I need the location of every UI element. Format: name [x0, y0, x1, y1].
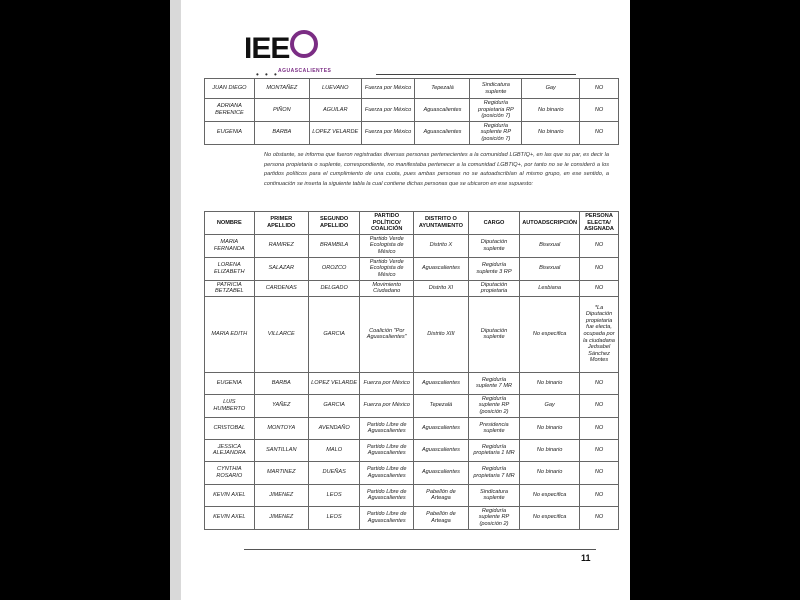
table-cell: Fuerza por México — [361, 121, 415, 144]
table-cell: Tepezalá — [415, 79, 470, 99]
table-cell: Fuerza por México — [361, 79, 415, 99]
table-cell: Sindicatura suplente — [468, 484, 519, 506]
table-cell: YAÑEZ — [254, 394, 308, 417]
table-cell: Partido Libre de Aguascalientes — [360, 461, 414, 484]
table-cell: KEVIN AXEL — [205, 484, 255, 506]
table-cell: No binario — [520, 439, 580, 461]
table-cell: NO — [580, 484, 619, 506]
table-cell: Distrito XI — [414, 280, 469, 296]
table-cell: Regiduría suplente RP (posición 2) — [468, 506, 519, 529]
table-cell: NO — [580, 461, 619, 484]
table-cell: Bisexual — [520, 234, 580, 257]
table-cell: Partido Libre de Aguascalientes — [360, 506, 414, 529]
table-cell: LEOS — [308, 506, 359, 529]
table-cell: Lesbiana — [520, 280, 580, 296]
table-cell: LUIS HUMBERTO — [205, 394, 255, 417]
table-cell: Regiduría suplente RP (posición 2) — [468, 394, 519, 417]
table-cell: EUGENIA — [205, 372, 255, 394]
table-row — [205, 257, 619, 280]
table-row — [205, 417, 619, 439]
table-cell: LUEVANO — [309, 79, 361, 99]
table-cell: NO — [580, 417, 619, 439]
table-cell: DELGADO — [308, 280, 359, 296]
table-cell: No binario — [520, 461, 580, 484]
table-cell: Presidencia suplente — [468, 417, 519, 439]
table-row — [205, 461, 619, 484]
table-cell: MARIA EDITH — [205, 296, 255, 372]
table-cell: Aguascalientes — [414, 257, 469, 280]
table-row — [205, 296, 619, 372]
table-cell: MARTINEZ — [254, 461, 308, 484]
table-cell: Fuerza por México — [361, 99, 415, 122]
viewer-background-right — [630, 0, 800, 600]
table-cell: NO — [580, 372, 619, 394]
table-cell: No binario — [522, 121, 580, 144]
table-cell: AVENDAÑO — [308, 417, 359, 439]
table-cell: JUAN DIEGO — [205, 79, 255, 99]
column-header: DISTRITO O AYUNTAMIENTO — [414, 212, 469, 235]
table-cell: Fuerza por México — [360, 394, 414, 417]
table-cell: LEOS — [308, 484, 359, 506]
table-cell: Gay — [522, 79, 580, 99]
table-cell: SANTILLAN — [254, 439, 308, 461]
table-cell: NO — [580, 506, 619, 529]
table-cell: JESSICA ALEJANDRA — [205, 439, 255, 461]
table-cell: NO — [580, 121, 619, 144]
table-cell: BRAMBILA — [308, 234, 359, 257]
lgbtiq-candidates-table — [204, 211, 619, 530]
table-row — [205, 79, 619, 99]
table-cell: ADRIANA BERENICE — [205, 99, 255, 122]
table-cell: RAMIREZ — [254, 234, 308, 257]
table-row — [205, 439, 619, 461]
table-cell: No especifica — [520, 506, 580, 529]
table-cell: NO — [580, 439, 619, 461]
table-cell: Gay — [520, 394, 580, 417]
table-row — [205, 372, 619, 394]
page-number: 11 — [581, 553, 591, 563]
table-cell: DUEÑAS — [308, 461, 359, 484]
table-cell: LOPEZ VELARDE — [308, 372, 359, 394]
table-cell: No binario — [520, 372, 580, 394]
logo-circle-icon — [290, 30, 318, 58]
table-cell: Distrito XIII — [414, 296, 469, 372]
table-cell: MALO — [308, 439, 359, 461]
table-cell: Regiduría suplente 3 RP — [468, 257, 519, 280]
table-cell: MARIA FERNANDA — [205, 234, 255, 257]
table-cell: No especifica — [520, 484, 580, 506]
column-header: SEGUNDO APELLIDO — [308, 212, 359, 235]
table-cell: VILLARCE — [254, 296, 308, 372]
logo-dots-icon: • • • — [256, 70, 279, 79]
table-cell: Fuerza por México — [360, 372, 414, 394]
table-cell: Diputación suplente — [468, 296, 519, 372]
column-header: PARTIDO POLÍTICO/ COALICIÓN — [360, 212, 414, 235]
header-divider — [376, 74, 576, 75]
table-cell: PATRICIA BETZABEL — [205, 280, 255, 296]
table-header-row — [205, 212, 619, 235]
table-cell: KEVIN AXEL — [205, 506, 255, 529]
column-header: PERSONA ELECTA/ ASIGNADA — [580, 212, 619, 235]
table-cell: Aguascalientes — [414, 417, 469, 439]
table-cell: Partido Libre de Aguascalientes — [360, 484, 414, 506]
table-row — [205, 506, 619, 529]
explanatory-paragraph: No obstante, se informa que fueron registradas diversas personas pertenecientes a la comunidad LGBTIQ+, en las que su par, es decir la persona propietaria o suplente, correspondiente, no manifestaba pertenecer a la comunidad LGBTIQ+, por tanto no se le consideró a los partidos políticos para el cumplimiento de una cuota, pues ambas personas no se autoadscribían al mismo grupo, en ese sentido, a continuación se inserta la siguiente tabla la cual contiene dichas personas que se ubicaron en ese supuesto: — [264, 152, 609, 187]
table-cell: Partido Verde Ecologista de México — [360, 257, 414, 280]
table-row — [205, 234, 619, 257]
table-cell: LORENA ELIZABETH — [205, 257, 255, 280]
table-cell: Aguascalientes — [415, 99, 470, 122]
table-cell: NO — [580, 79, 619, 99]
table-cell: EUGENIA — [205, 121, 255, 144]
table-cell: Aguascalientes — [415, 121, 470, 144]
table-cell: CYNTHIA ROSARIO — [205, 461, 255, 484]
table-cell: AGUILAR — [309, 99, 361, 122]
column-header: PRIMER APELLIDO — [254, 212, 308, 235]
table-cell: Distrito X — [414, 234, 469, 257]
logo-wordmark: IEE — [244, 32, 290, 65]
table-cell: Partido Verde Ecologista de México — [360, 234, 414, 257]
table-cell: GARCIA — [308, 394, 359, 417]
table-cell: CRISTOBAL — [205, 417, 255, 439]
table-row — [205, 394, 619, 417]
table-cell: NO — [580, 99, 619, 122]
table-cell: Regiduría suplente RP (posición 7) — [470, 121, 522, 144]
table-cell: SALAZAR — [254, 257, 308, 280]
column-header: CARGO — [468, 212, 519, 235]
column-header: NOMBRE — [205, 212, 255, 235]
page-shadow — [170, 0, 181, 600]
table-cell: BARBA — [254, 121, 309, 144]
table-cell: Sindicatura suplente — [470, 79, 522, 99]
table-cell: JIMENEZ — [254, 484, 308, 506]
table-cell: Regiduría propietaria 1 MR — [468, 439, 519, 461]
table-cell: Diputación suplente — [468, 234, 519, 257]
table-cell: JIMENEZ — [254, 506, 308, 529]
iee-logo — [244, 28, 374, 78]
table-cell: MONTAÑEZ — [254, 79, 309, 99]
table-cell: Aguascalientes — [414, 439, 469, 461]
table-cell: Partido Libre de Aguascalientes — [360, 439, 414, 461]
table-cell: LOPEZ VELARDE — [309, 121, 361, 144]
table-cell: Movimiento Ciudadano — [360, 280, 414, 296]
candidates-table-continued — [204, 78, 619, 145]
table-cell: Bisexual — [520, 257, 580, 280]
table-cell: CARDENAS — [254, 280, 308, 296]
table-cell: Coalición "Por Aguascalientes" — [360, 296, 414, 372]
table-cell: *La Diputación propietaria fue electa, ocupada por la ciudadana Jedsabel Sánchez Montes — [580, 296, 619, 372]
table-cell: BARBA — [254, 372, 308, 394]
table-row — [205, 121, 619, 144]
table-cell: NO — [580, 257, 619, 280]
table-cell: Pabellón de Arteaga — [414, 506, 469, 529]
table-cell: No especifica — [520, 296, 580, 372]
table-cell: No binario — [520, 417, 580, 439]
table-cell: Pabellón de Arteaga — [414, 484, 469, 506]
table-cell: MONTOYA — [254, 417, 308, 439]
table-cell: No binario — [522, 99, 580, 122]
table-cell: Partido Libre de Aguascalientes — [360, 417, 414, 439]
table-row — [205, 99, 619, 122]
table-row — [205, 280, 619, 296]
viewer-background-left — [0, 0, 170, 600]
table-cell: Aguascalientes — [414, 372, 469, 394]
table-cell: Regiduría propietaria RP (posición 7) — [470, 99, 522, 122]
table-cell: Aguascalientes — [414, 461, 469, 484]
table-cell: Tepezalá — [414, 394, 469, 417]
table-cell: Regiduría suplente 7 MR — [468, 372, 519, 394]
table-cell: GARCIA — [308, 296, 359, 372]
table-cell: PIÑON — [254, 99, 309, 122]
table-cell: NO — [580, 394, 619, 417]
footer-divider — [244, 549, 596, 550]
table-cell: NO — [580, 280, 619, 296]
table-cell: NO — [580, 234, 619, 257]
document-page — [181, 0, 630, 600]
table-row — [205, 484, 619, 506]
table-cell: Regiduría propietaria 7 MR — [468, 461, 519, 484]
column-header: AUTOADSCRIPCIÓN — [520, 212, 580, 235]
logo-subtitle: AGUASCALIENTES — [278, 68, 332, 74]
table-cell: Diputación propietaria — [468, 280, 519, 296]
table-cell: OROZCO — [308, 257, 359, 280]
